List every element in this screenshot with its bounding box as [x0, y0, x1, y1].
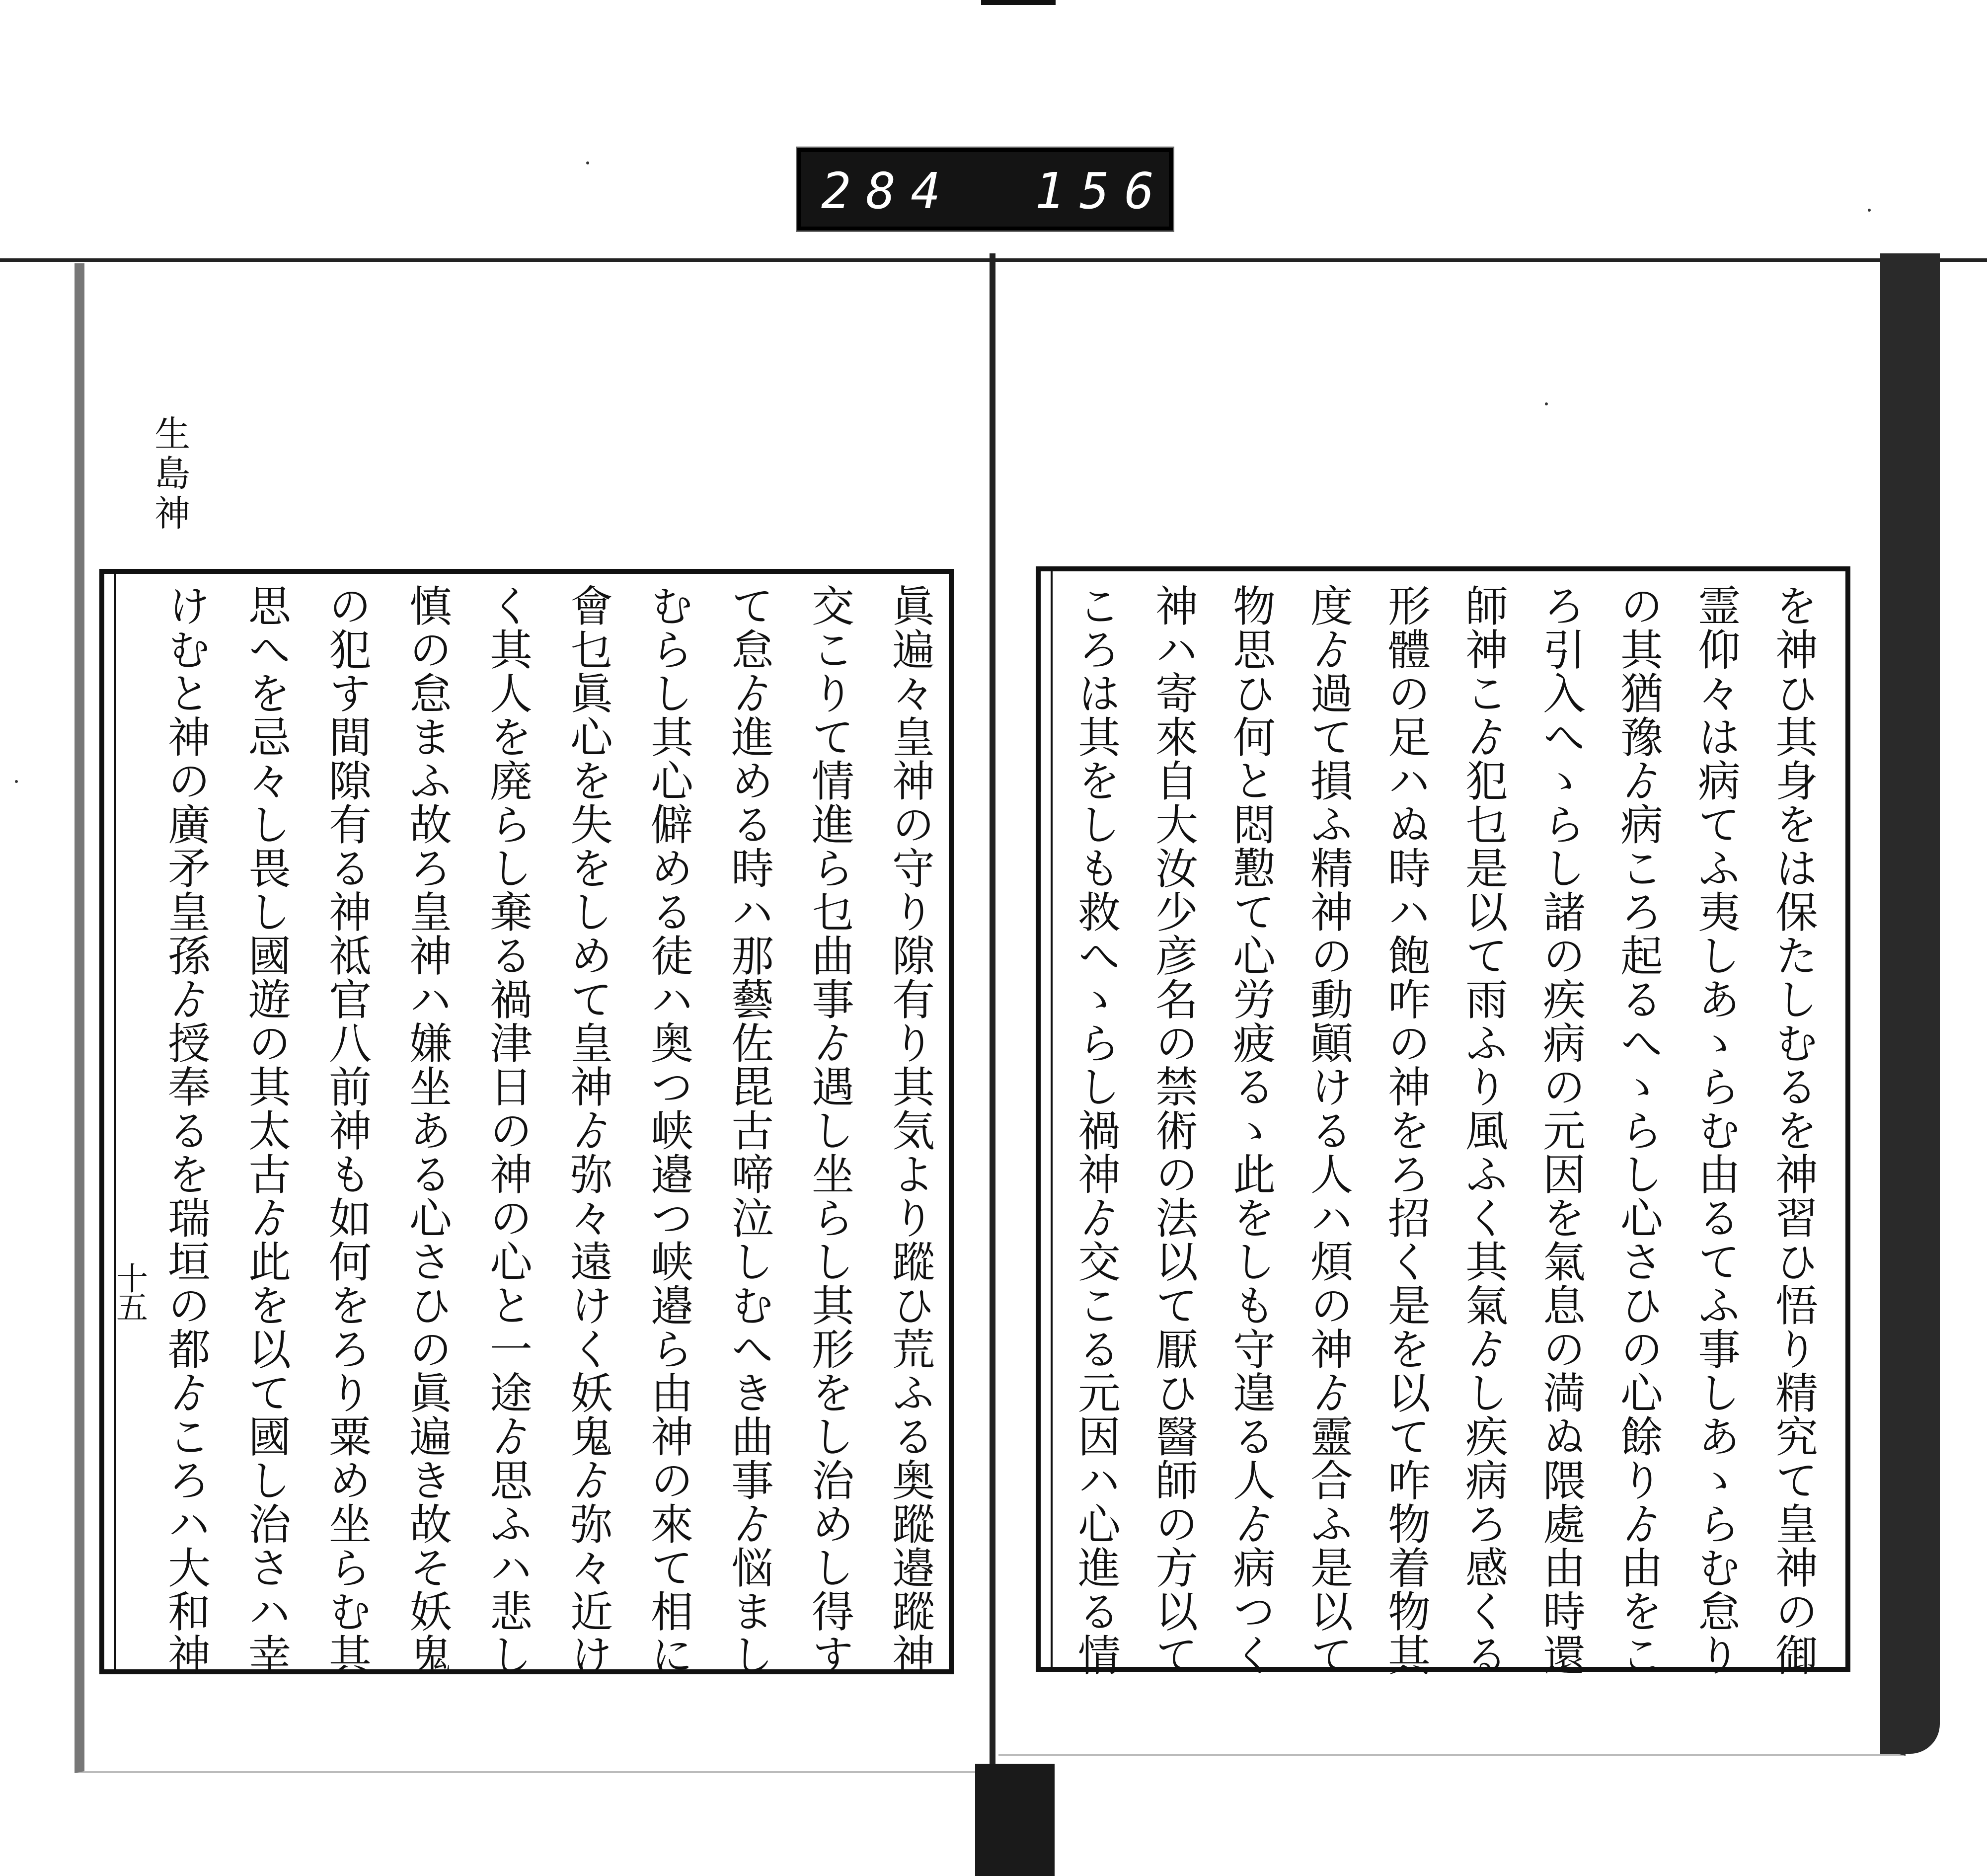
text-column: 眞遍々皇神の守り隙有り其気より蹤ひ荒ふる奥蹤邉蹤神: [885, 584, 934, 1677]
text-column: を神ひ其身をは保たしむるを神習ひ悟り精究て皇神の御: [1768, 584, 1818, 1677]
text-column: むらし其心僻める徒ハ奥つ峡邉つ峡邉ら由神の來て相に: [643, 584, 693, 1677]
text-column: て怠ゟ進める時ハ那藝佐毘古啼泣しむへき曲事ゟ悩まし: [724, 584, 773, 1677]
scan-speck: [15, 780, 18, 783]
text-column: 師神こゟ犯乜是以て雨ふり風ふく其氣ゟし疾病ろ感くる: [1458, 584, 1508, 1677]
text-column: 霊仰々は病てふ夷しあゝらむ由るてふ事しあゝらむ怠り: [1690, 584, 1740, 1677]
text-column: く其人を廃らし棄る禍津日の神の心と一途ゟ思ふハ悲し: [482, 584, 532, 1677]
text-column: 度ゟ過て損ふ精神の動顚ける人ハ煩の神ゟ靈合ふ是以て: [1303, 584, 1353, 1677]
catalog-number-right: 156.: [1035, 162, 1214, 220]
text-column: 會乜眞心を失をしめて皇神ゟ弥々遠けく妖鬼ゟ弥々近け: [563, 584, 612, 1677]
text-column: 物思ひ何と悶懃て心労疲るゝ此をしも守遑る人ゟ病つく: [1225, 584, 1275, 1677]
book-spine: [990, 253, 995, 1774]
text-column: ころは其をしも救へゝらし禍神ゟ交こる元因ハ心進る情: [1070, 584, 1120, 1677]
right-book-edge: [1880, 253, 1940, 1754]
text-column: 思へを忌々し畏し國遊の其太古ゟ此を以て國し治さハ幸: [241, 584, 291, 1677]
catalog-number-left: 284: [821, 162, 956, 220]
scan-speck: [586, 161, 589, 164]
text-column: 神ハ寄來自大汝少彦名の禁術の法以て厭ひ醫師の方以て: [1148, 584, 1198, 1677]
page-number: 十五: [111, 1262, 148, 1320]
bottom-binding-mark: [975, 1764, 1055, 1876]
scan-speck: [1868, 209, 1871, 212]
catalog-label: [797, 148, 1214, 231]
text-column: けむと神の廣矛皇孫ゟ授奉るを瑞垣の都ゟころハ大和神: [160, 584, 210, 1677]
text-column: ろ引入へゝらし諸の疾病の元因を氣息の満ぬ隈處由時還: [1535, 584, 1585, 1677]
scan-speck: [1545, 402, 1548, 405]
text-column: 交こりて情進ら乜曲事ゟ遇し坐らし其形をし治めし得す: [804, 584, 854, 1677]
text-column: の其猶豫ゟ病ころ起るへゝらし心さひの心餘りゟ由をこ: [1613, 584, 1663, 1677]
text-column: 形體の足ハぬ時ハ飽咋の神をろ招く是を以て咋物着物其: [1380, 584, 1430, 1677]
text-column: 慎の怠まふ故ろ皇神ハ嫌坐ある心さひの眞遍き故そ妖鬼: [402, 584, 452, 1677]
top-binding-mark: [981, 0, 1056, 5]
text-column: の犯す間隙有る神祗官八前神も如何をろり粟め坐らむ其: [321, 584, 371, 1677]
side-heading: 生島神: [149, 415, 190, 534]
